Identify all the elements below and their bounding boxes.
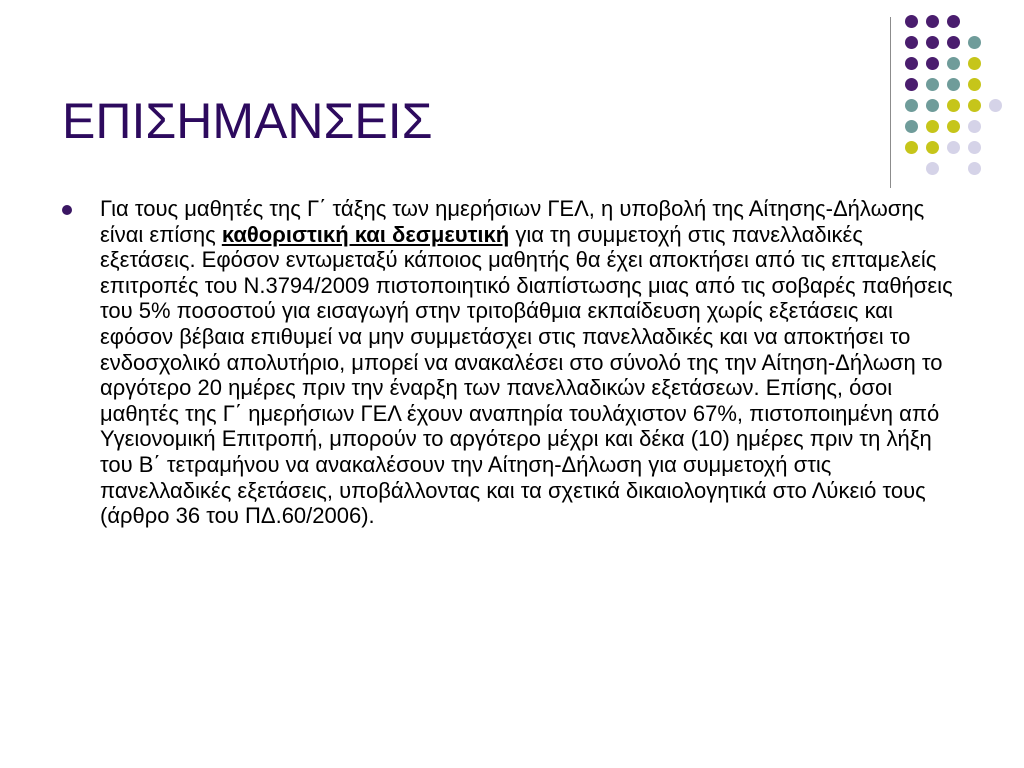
decorative-dot	[926, 78, 939, 91]
decorative-dot	[947, 36, 960, 49]
decorative-dot	[905, 78, 918, 91]
decorative-dot-grid	[905, 15, 1015, 165]
decorative-dot	[947, 141, 960, 154]
decorative-dot	[926, 120, 939, 133]
decorative-dot	[968, 57, 981, 70]
decorative-dot	[947, 120, 960, 133]
decorative-dot	[926, 99, 939, 112]
bullet-dot-icon	[62, 205, 72, 215]
decorative-dot	[926, 57, 939, 70]
decorative-dot	[968, 36, 981, 49]
vertical-divider	[890, 17, 891, 188]
bullet-item	[62, 196, 962, 529]
decorative-dot	[905, 15, 918, 28]
bullet-text-emphasis: καθοριστική και δεσμευτική	[221, 221, 510, 247]
decorative-dot	[905, 36, 918, 49]
decorative-dot	[968, 78, 981, 91]
decorative-dot	[947, 15, 960, 28]
bullet-text-end: για τη συμμετοχή στις πανελλαδικές εξετάσεις. Εφόσον εντωμεταξύ κάποιος μαθητής θα έχει αποκτήσει από τις επταμελείς επιτροπές του Ν.3794/2009 πιστοποιητικό διαπίστωσης μιας από τις σοβαρές παθήσεις του 5% ποσοστού για εισαγωγή στην τριτοβάθμια εκπαίδευση χωρίς εξετάσεις και εφόσον βέβαια επιθυμεί να μην συμμετάσχει στις πανελλαδικές και να αποκτήσει το ενδοσχολικό απολυτήριο, μπορεί να ανακαλέσει στο σύνολό της την Αίτηση-Δήλωση το αργότερο 20 ημέρες πριν την έναρξη των πανελλαδικών εξετάσεων. Επίσης, όσοι μαθητές της Γ΄ ημερήσιων ΓΕΛ έχουν αναπηρία τουλάχιστον 67%, πιστοποιημένη από Υγειονομική Επιτροπή, μπορούν το αργότερο μέχρι και δέκα (10) ημέρες πριν τη λήξη του Β΄ τετραμήνου να ανακαλέσουν την Αίτηση-Δήλωση για συμμετοχή στις πανελλαδικές εξετάσεις, υποβάλλοντας και τα σχετικά δικαιολογητικά στο Λύκειό τους (άρθρο 36 του ΠΔ.60/2006).	[100, 221, 953, 529]
bullet-text-start: Για τους μαθητές της Γ΄ τάξης των ημερήσιων ΓΕΛ, η υποβολή της Αίτησης-Δήλωσης είναι επίσης	[100, 196, 925, 247]
bullet-list	[62, 196, 962, 529]
decorative-dot	[947, 78, 960, 91]
decorative-dot	[905, 99, 918, 112]
decorative-dot	[926, 162, 939, 175]
decorative-dot	[926, 15, 939, 28]
decorative-dot	[926, 141, 939, 154]
decorative-dot	[905, 120, 918, 133]
decorative-dot	[968, 120, 981, 133]
decorative-dot	[947, 57, 960, 70]
decorative-dot	[905, 141, 918, 154]
decorative-dot	[968, 141, 981, 154]
decorative-dot	[926, 36, 939, 49]
slide-title: ΕΠΙΣΗΜΑΝΣΕΙΣ	[62, 93, 433, 149]
decorative-dot	[947, 99, 960, 112]
decorative-dot	[905, 57, 918, 70]
decorative-dot	[968, 162, 981, 175]
decorative-dot	[989, 99, 1002, 112]
decorative-dot	[968, 99, 981, 112]
bullet-text	[100, 196, 962, 529]
